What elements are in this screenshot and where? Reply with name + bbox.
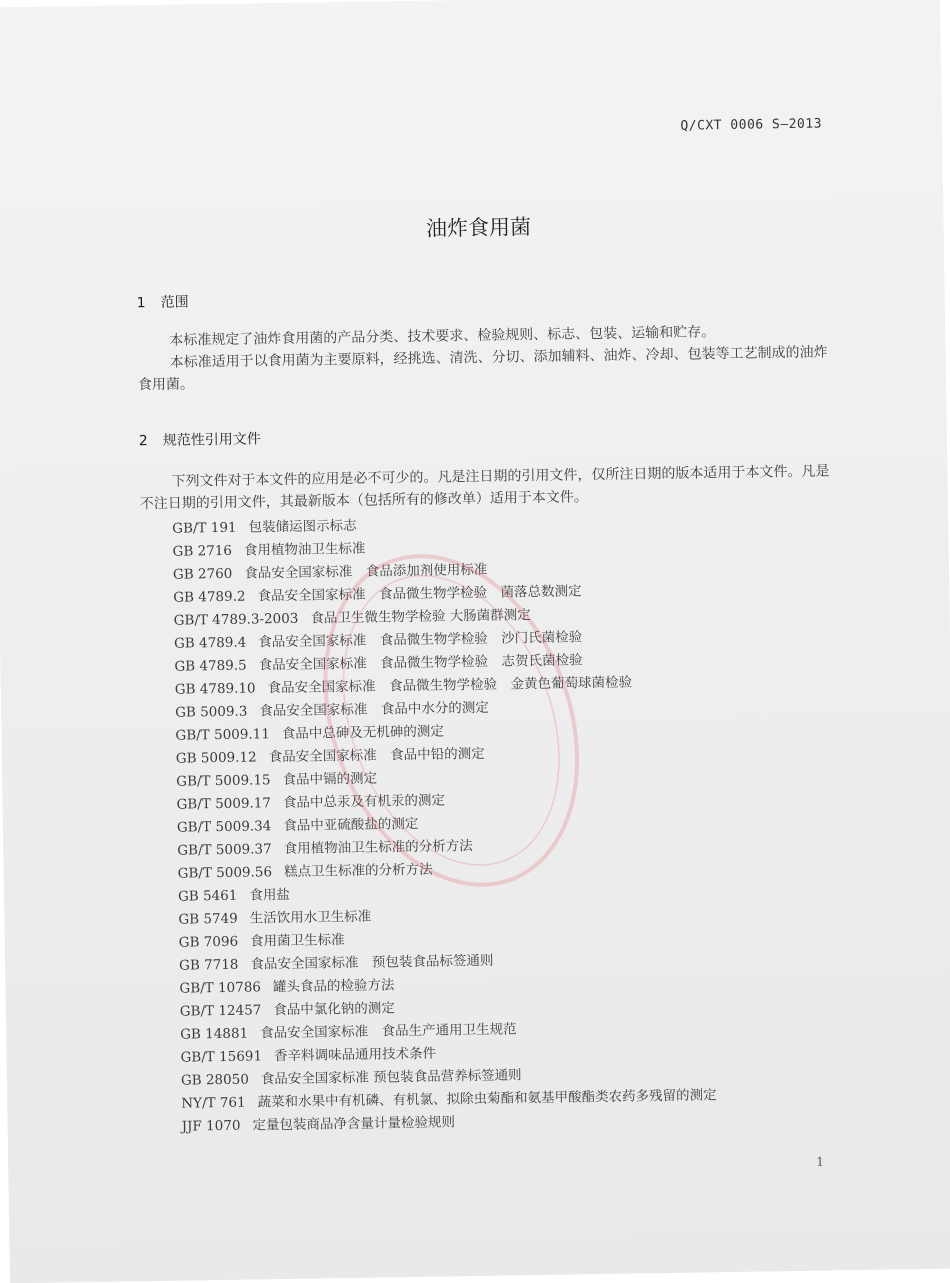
reference-code: GB/T 5009.56 [177, 864, 273, 882]
reference-title: 食品安全国家标准 食品微生物学检验 金黄色葡萄球菌检验 [267, 674, 633, 697]
reference-title: 罐头食品的检验方法 [272, 977, 395, 996]
reference-title: 食用植物油卫生标准的分析方法 [283, 838, 473, 858]
reference-title: 包装储运图示标志 [248, 517, 357, 536]
reference-title: 食品安全国家标准 预包装食品营养标签通则 [260, 1067, 522, 1088]
reference-code: GB/T 4789.3-2003 [173, 610, 299, 629]
reference-title: 食品安全国家标准 食品添加剂使用标准 [244, 561, 488, 582]
section-number: 1 [136, 295, 146, 312]
reference-code: GB 5461 [177, 887, 238, 905]
reference-code: GB/T 5009.17 [176, 795, 272, 813]
page-number: 1 [816, 1154, 825, 1169]
reference-code: GB/T 191 [172, 519, 237, 537]
reference-title: 食品安全国家标准 预包装食品标签通则 [250, 952, 494, 973]
paragraph: 下列文件对于本文件的应用是必不可少的。凡是注日期的引用文件，仅所注日期的版本适用于本文件。凡是不注日期的引用文件，其最新版本（包括所有的修改单）适用于本文件。 [139, 463, 830, 513]
reference-title: 蔬菜和水果中有机磷、有机氯、拟除虫菊酯和氨基甲酸酯类农药多残留的测定 [257, 1087, 717, 1111]
reference-title: 食用植物油卫生标准 [243, 540, 366, 559]
reference-title: 食品安全国家标准 食品微生物学检验 志贺氏菌检验 [258, 652, 583, 674]
reference-code: GB 4789.2 [173, 588, 246, 606]
reference-title: 食用菌卫生标准 [249, 932, 345, 950]
reference-code: GB/T 5009.11 [175, 726, 270, 744]
reference-code: GB 14881 [180, 1025, 249, 1043]
reference-code: GB 5009.12 [175, 749, 257, 767]
reference-code: GB 2716 [172, 542, 233, 560]
reference-title: 香辛料调味品通用技术条件 [273, 1045, 437, 1065]
reference-title: 食品安全国家标准 食品微生物学检验 菌落总数测定 [257, 583, 582, 605]
reference-code: GB 7096 [178, 933, 239, 951]
paragraph: 本标准适用于以食用菌为主要原料，经挑选、清洗、分切、添加辅料、油炸、冷却、包装等工艺制成的油炸食用菌。 [137, 344, 828, 394]
reference-title: 定量包装商品净含量计量检验规则 [252, 1114, 456, 1134]
reference-code: GB/T 12457 [179, 1002, 262, 1020]
reference-title: 食品中氯化钠的测定 [273, 1000, 395, 1019]
reference-title: 食品中总砷及无机砷的测定 [281, 723, 444, 743]
reference-code: GB 4789.4 [173, 634, 247, 652]
reference-title: 食品安全国家标准 食品微生物学检验 沙门氏菌检验 [258, 629, 583, 651]
reference-code: GB 5749 [178, 910, 238, 928]
reference-title: 食用盐 [249, 886, 290, 904]
section-2-heading [139, 428, 261, 450]
standard-code: Q/CXT 0006 S—2013 [680, 116, 823, 134]
reference-title: 糕点卫生标准的分析方法 [283, 861, 433, 881]
section-heading-text: 规范性引用文件 [162, 431, 261, 449]
reference-code: JJF 1070 [181, 1117, 241, 1135]
reference-title: 生活饮用水卫生标准 [249, 908, 372, 927]
reference-title: 食品安全国家标准 食品中铅的测定 [268, 745, 485, 766]
paragraph: 本标准规定了油炸食用菌的产品分类、技术要求、检验规则、标志、包装、运输和贮存。 [169, 324, 716, 349]
reference-code: NY/T 761 [181, 1094, 246, 1112]
reference-code: GB/T 5009.37 [177, 841, 272, 859]
reference-list [172, 508, 822, 1139]
reference-title: 食品中亚硫酸盐的测定 [283, 815, 419, 835]
reference-code: GB/T 10786 [179, 979, 262, 997]
reference-code: GB/T 15691 [180, 1048, 263, 1066]
reference-title: 食品卫生微生物学检验 大肠菌群测定 [310, 607, 531, 627]
reference-title: 食品中总汞及有机汞的测定 [282, 792, 446, 812]
section-1-heading [137, 291, 189, 312]
reference-code: GB 28050 [180, 1071, 249, 1089]
section-2-body [139, 460, 830, 515]
reference-title: 食品中镉的测定 [282, 770, 378, 789]
section-number: 2 [138, 433, 148, 450]
reference-code: GB 4789.5 [174, 657, 247, 675]
reference-title: 食品安全国家标准 食品中水分的测定 [259, 699, 489, 720]
reference-code: GB 4789.10 [174, 680, 256, 698]
reference-code: GB 5009.3 [175, 703, 248, 721]
reference-title: 食品安全国家标准 食品生产通用卫生规范 [260, 1021, 517, 1042]
reference-code: GB/T 5009.34 [176, 818, 272, 836]
reference-code: GB/T 5009.15 [176, 772, 271, 790]
reference-code: GB 7718 [178, 956, 239, 974]
section-heading-text: 范围 [160, 294, 189, 311]
section-1-body [137, 319, 828, 396]
reference-code: GB 2760 [172, 565, 233, 583]
page-title: 油炸食用菌 [425, 215, 532, 241]
